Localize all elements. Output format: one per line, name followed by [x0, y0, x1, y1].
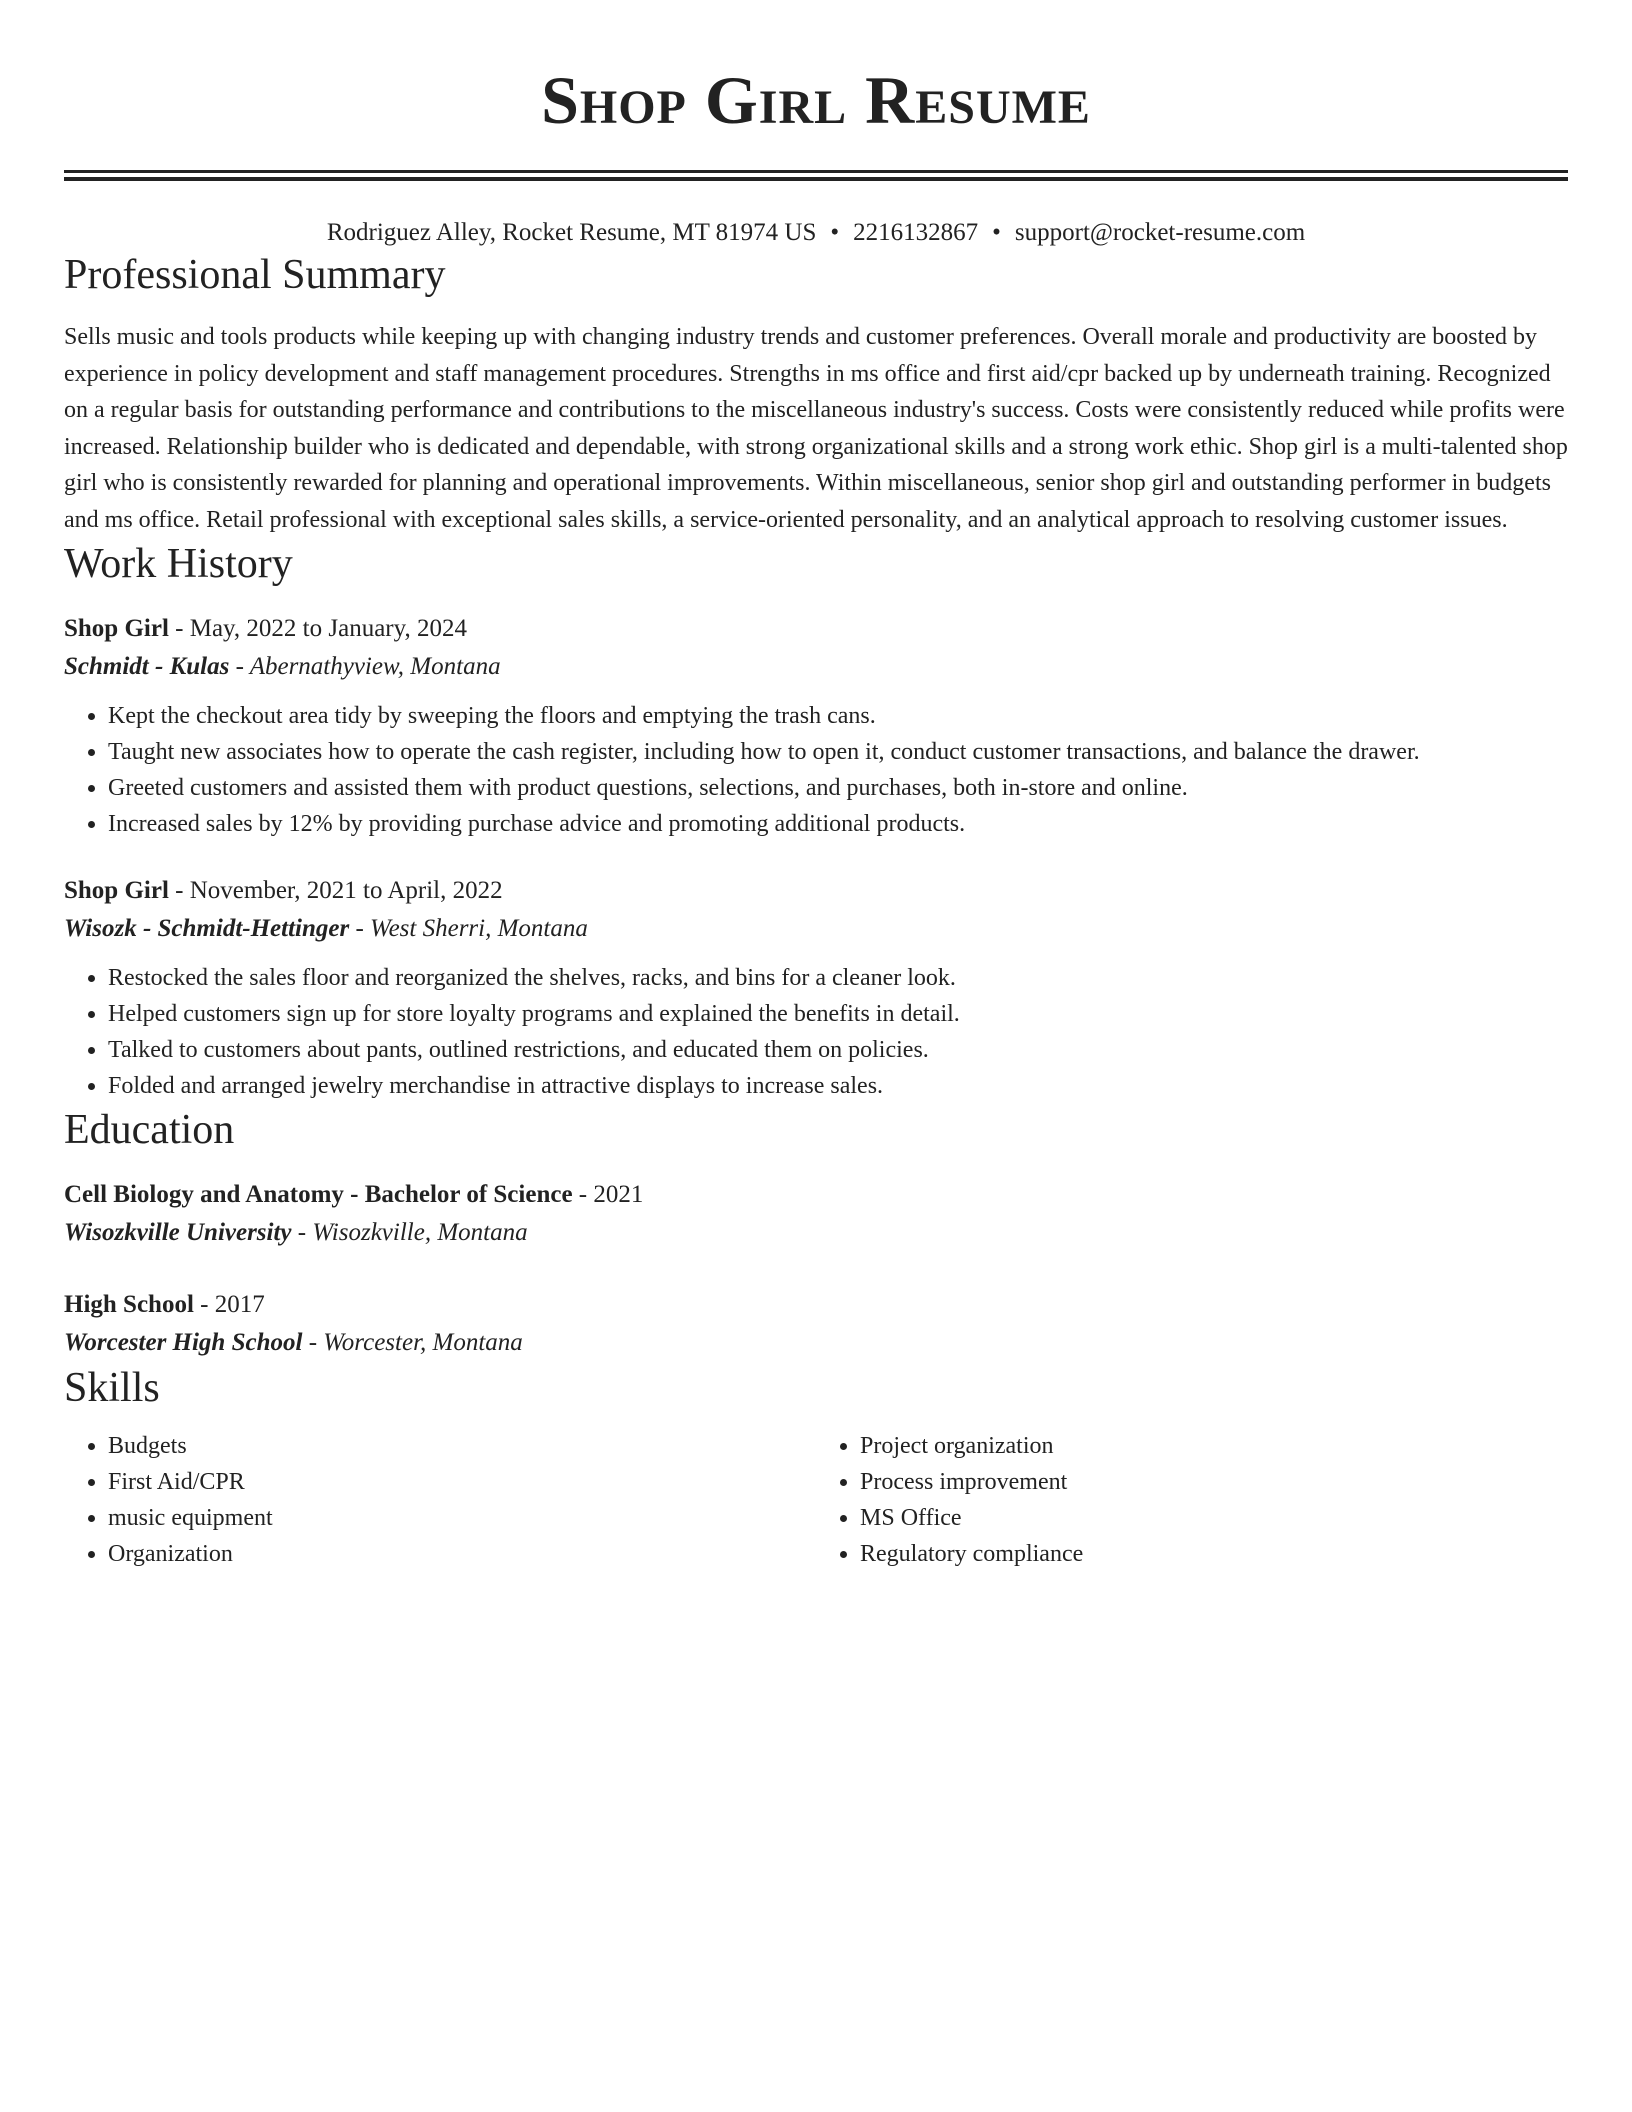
education-degree-line — [64, 1286, 1568, 1324]
skills-columns — [64, 1428, 1568, 1572]
education-school-line — [64, 1324, 1568, 1362]
skills-list-right — [816, 1428, 1568, 1572]
contact-line — [64, 217, 1568, 249]
job-duty: • Greeted customers and assisted them with product questions, selections, and purchases, both in-store and online. — [108, 770, 1568, 806]
job-duty: • Kept the checkout area tidy by sweeping the floors and emptying the trash cans. — [108, 698, 1568, 734]
job-location: - Abernathyview, Montana — [229, 653, 501, 680]
job-dates: - November, 2021 to April, 2022 — [168, 877, 503, 904]
education-heading: Education — [64, 1107, 235, 1153]
job-duty: • Taught new associates how to operate the cash register, including how to open it, conduct customer transactions, and balance the drawer. — [108, 734, 1568, 770]
skill-item: • Project organization — [860, 1428, 1568, 1464]
skill-item: • First Aid/CPR — [108, 1464, 816, 1500]
education-year: - 2017 — [193, 1291, 265, 1318]
education-location: - Wisozkville, Montana — [291, 1219, 528, 1246]
contact-phone: 2216132867 — [853, 219, 979, 246]
job-company-line — [64, 648, 1568, 686]
contact-address: Rodriguez Alley, Rocket Resume, MT 81974 US — [326, 219, 817, 246]
job-entry — [64, 610, 1568, 842]
job-title-line — [64, 610, 1568, 648]
skill-item: • Process improvement — [860, 1464, 1568, 1500]
job-dates: - May, 2022 to January, 2024 — [168, 615, 468, 642]
work-history-heading: Work History — [64, 541, 293, 587]
contact-email: support@rocket-resume.com — [1014, 219, 1306, 246]
education-entry — [64, 1176, 1568, 1252]
job-title-line — [64, 872, 1568, 910]
job-duties-list — [64, 698, 1568, 842]
education-school: Worcester High School — [64, 1329, 303, 1356]
job-title: Shop Girl — [64, 877, 169, 904]
resume-title: Shop Girl Resume — [541, 62, 1091, 138]
skill-item: • music equipment — [108, 1500, 816, 1536]
education-degree-line — [64, 1176, 1568, 1214]
job-duties-list — [64, 960, 1568, 1104]
education-year: - 2021 — [572, 1181, 644, 1208]
job-duty: • Talked to customers about pants, outlined restrictions, and educated them on policies. — [108, 1032, 1568, 1068]
job-title: Shop Girl — [64, 615, 169, 642]
education-school-line — [64, 1214, 1568, 1252]
skill-item: • Budgets — [108, 1428, 816, 1464]
job-location: - West Sherri, Montana — [349, 915, 588, 942]
title-divider — [64, 170, 1568, 181]
education-degree: Cell Biology and Anatomy - Bachelor of Science — [64, 1181, 573, 1208]
education-location: - Worcester, Montana — [302, 1329, 523, 1356]
job-duty: • Restocked the sales floor and reorganized the shelves, racks, and bins for a cleaner look. — [108, 960, 1568, 996]
job-duty: • Folded and arranged jewelry merchandise in attractive displays to increase sales. — [108, 1068, 1568, 1104]
education-degree: High School — [64, 1291, 194, 1318]
job-company-line — [64, 910, 1568, 948]
job-entry — [64, 872, 1568, 1104]
contact-separator: • — [992, 219, 1001, 246]
summary-heading: Professional Summary — [64, 252, 446, 298]
job-duty: • Helped customers sign up for store loyalty programs and explained the benefits in detail. — [108, 996, 1568, 1032]
skill-item: • Organization — [108, 1536, 816, 1572]
contact-separator: • — [830, 219, 840, 246]
skill-item: • MS Office — [860, 1500, 1568, 1536]
summary-text: Sells music and tools products while keeping up with changing industry trends and customer preferences. Overall morale and productivity are boosted by experience in policy development and staff management procedures. Strengths in ms office and first aid/cpr backed up by underneath training. Recognized on a regular basis for outstanding performance and contributions to the miscellaneous industry's success. Costs were consistently reduced while profits were increased. Relationship builder who is dedicated and dependable, with strong organizational skills and a strong work ethic. Shop girl is a multi-talented shop girl who is consistently rewarded for planning and operational improvements. Within miscellaneous, senior shop girl and outstanding performer in budgets and ms office. Retail professional with exceptional sales skills, a service-oriented personality, and an analytical approach to resolving customer issues. — [64, 324, 1568, 533]
skills-list-left — [64, 1428, 816, 1572]
education-entry — [64, 1286, 1568, 1362]
job-company: Schmidt - Kulas — [64, 653, 230, 680]
skills-heading: Skills — [64, 1365, 160, 1411]
job-company: Wisozk - Schmidt-Hettinger — [64, 915, 350, 942]
education-school: Wisozkville University — [64, 1219, 292, 1246]
skill-item: • Regulatory compliance — [860, 1536, 1568, 1572]
job-duty: • Increased sales by 12% by providing purchase advice and promoting additional products. — [108, 806, 1568, 842]
